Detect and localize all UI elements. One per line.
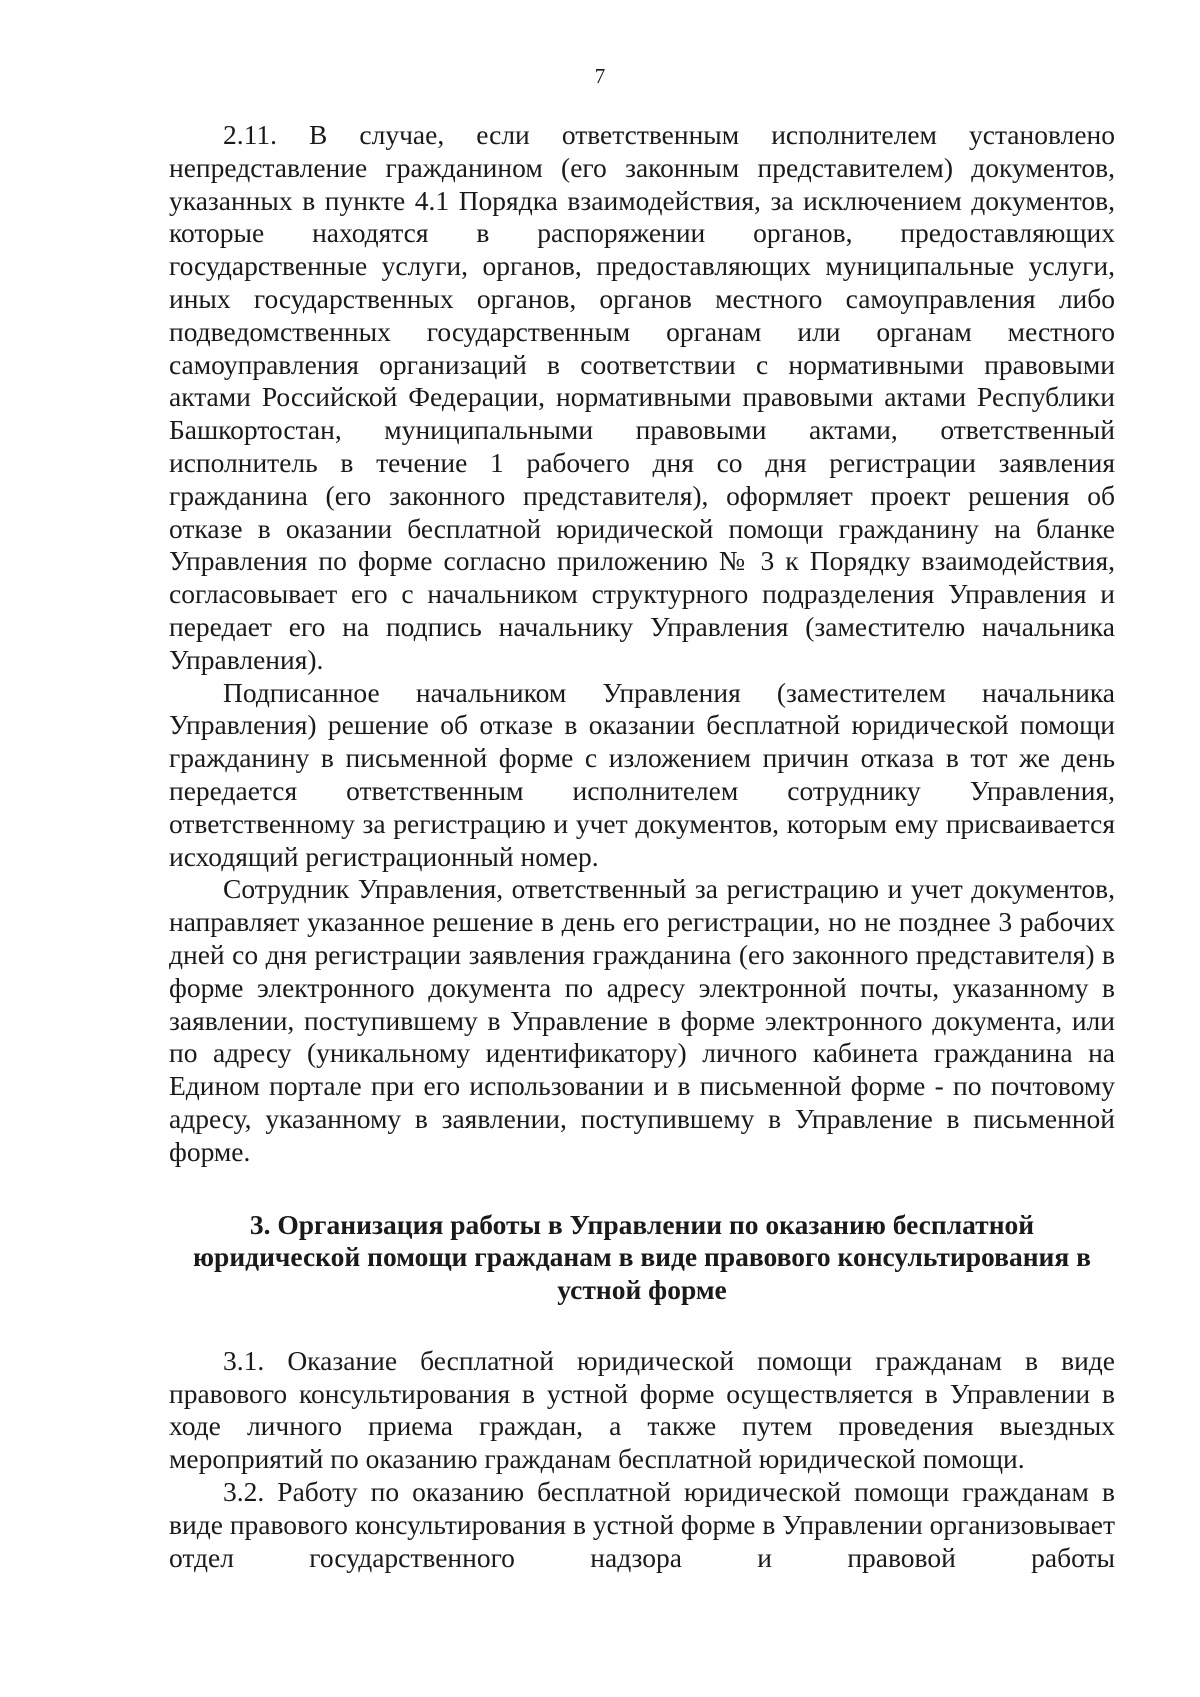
paragraph-2-11: 2.11. В случае, если ответственным исполнителем установлено непредставление гражданином (его законным представителем) документов, указанных в пункте 4.1 Порядка взаимодействия, за исключением документов, которые находятся в распоряжении органов, предоставляющих государственные услуги, органов, предоставляющих муниципальные услуги, иных государственных органов, органов местного самоуправления либо подведомственных государственным органам или органам местного самоуправления организаций в соответствии с нормативными правовыми актами Российской Федерации, нормативными правовыми актами Республики Башкортостан, муниципальными правовыми актами, ответственный исполнитель в течение 1 рабочего дня со дня регистрации заявления гражданина (его законного представителя), оформляет проект решения об отказе в оказании бесплатной юридической помощи гражданину на бланке Управления по форме согласно приложению № 3 к Порядку взаимодействия, согласовывает его с начальником структурного подразделения Управления и передает его на подпись начальнику Управления (заместителю начальника Управления).: [169, 119, 1115, 675]
paragraph-3-2: 3.2. Работу по оказанию бесплатной юридической помощи гражданам в виде правового консультирования в устной форме в Управлении организовывает отдел государственного надзора и правовой работы: [169, 1476, 1115, 1573]
paragraph-3-1: 3.1. Оказание бесплатной юридической помощи гражданам в виде правового консультирования в устной форме осуществляется в Управлении в ходе личного приема граждан, а также путем проведения выездных мероприятий по оказанию гражданам бесплатной юридической помощи.: [169, 1344, 1115, 1475]
page-number: 7: [594, 64, 606, 88]
paragraph-signed-decision: Подписанное начальником Управления (заместителем начальника Управления) решение об отказе в оказании бесплатной юридической помощи гражданину в письменной форме с изложением причин отказа в тот же день передается ответственным исполнителем сотруднику Управления, ответственному за регистрацию и учет документов, которым ему присваивается исходящий регистрационный номер.: [169, 676, 1115, 872]
section-3-heading: 3. Организация работы в Управлении по оказанию бесплатной юридической помощи гражданам в виде правового консультирования в устной форме: [193, 1208, 1091, 1306]
paragraph-registration-employee: Сотрудник Управления, ответственный за регистрацию и учет документов, направляет указанное решение в день его регистрации, но не позднее 3 рабочих дней со дня регистрации заявления гражданина (его законного представителя) в форме электронного документа по адресу электронной почты, указанному в заявлении, поступившему в Управление в форме электронного документа, или по адресу (уникальному идентификатору) личного кабинета гражданина на Едином портале при его использовании и в письменной форме - по почтовому адресу, указанному в заявлении, поступившему в Управление в письменной форме.: [169, 873, 1115, 1167]
document-body: [169, 119, 1115, 1574]
